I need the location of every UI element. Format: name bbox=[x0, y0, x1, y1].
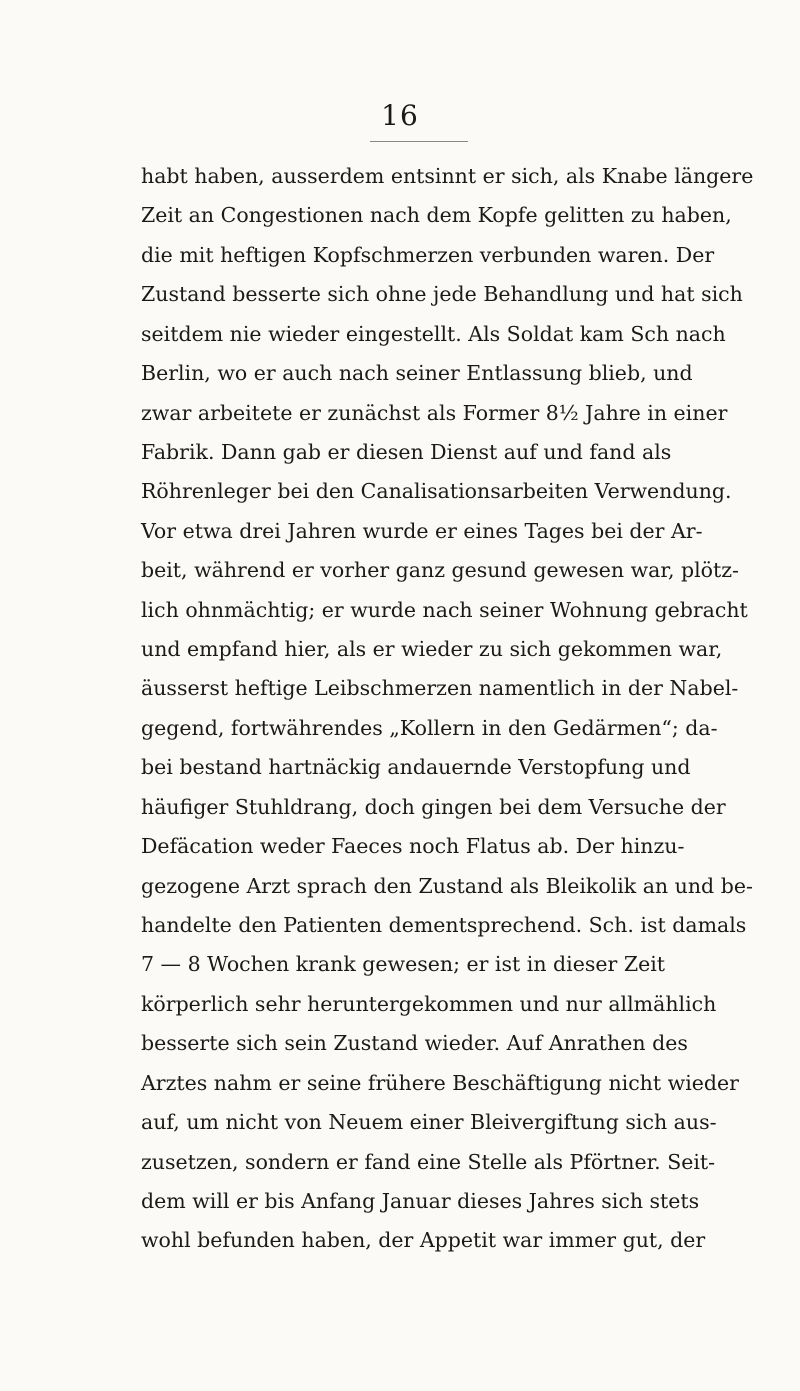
text-line: Zeit an Congestionen nach dem Kopfe gelitten zu haben, bbox=[141, 203, 732, 228]
text-line: bei bestand hartnäckig andauernde Verstopfung und bbox=[141, 755, 691, 780]
page-number: 16 bbox=[381, 99, 419, 132]
text-line: habt haben, ausserdem entsinnt er sich, als Knabe längere bbox=[141, 164, 754, 188]
text-line: zwar arbeitete er zunächst als Former 8½ Jahre in einer bbox=[141, 400, 728, 425]
text-line: handelte den Patienten dementsprechend. Sch. ist damals bbox=[141, 913, 747, 938]
text-line: seitdem nie wieder eingestellt. Als Soldat kam Sch nach bbox=[141, 321, 726, 346]
text-line: Fabrik. Dann gab er diesen Dienst auf und fand als bbox=[141, 439, 672, 464]
text-line: 7 — 8 Wochen krank gewesen; er ist in dieser Zeit bbox=[141, 952, 665, 977]
text-line: Vor etwa drei Jahren wurde er eines Tages bei der Ar- bbox=[141, 518, 703, 543]
text-line: äusserst heftige Leibschmerzen namentlich in der Nabel- bbox=[141, 676, 739, 701]
text-line: und empfand hier, als er wieder zu sich gekommen war, bbox=[141, 637, 723, 662]
text-line: Arztes nahm er seine frühere Beschäftigung nicht wieder bbox=[141, 1070, 739, 1095]
text-line: Berlin, wo er auch nach seiner Entlassung blieb, und bbox=[141, 361, 693, 386]
text-line: gegend, fortwährendes „Kollern in den Gedärmen“; da- bbox=[141, 715, 718, 740]
text-line: körperlich sehr heruntergekommen und nur allmählich bbox=[141, 991, 717, 1016]
body-text bbox=[141, 157, 754, 1261]
text-line: dem will er bis Anfang Januar dieses Jahres sich stets bbox=[141, 1188, 700, 1213]
text-line: zusetzen, sondern er fand eine Stelle als Pförtner. Seit- bbox=[141, 1149, 716, 1174]
text-line: wohl befunden haben, der Appetit war immer gut, der bbox=[141, 1228, 706, 1253]
text-line: die mit heftigen Kopfschmerzen verbunden waren. Der bbox=[141, 242, 715, 267]
text-line: gezogene Arzt sprach den Zustand als Bleikolik an und be- bbox=[141, 873, 753, 898]
text-line: häufiger Stuhldrang, doch gingen bei dem Versuche der bbox=[141, 794, 726, 819]
text-line: auf, um nicht von Neuem einer Bleivergiftung sich aus- bbox=[141, 1110, 717, 1135]
text-line: beit, während er vorher ganz gesund gewesen war, plötz- bbox=[141, 558, 739, 583]
text-line: Zustand besserte sich ohne jede Behandlung und hat sich bbox=[141, 282, 743, 307]
header-rule bbox=[370, 141, 468, 142]
text-line: Defäcation weder Faeces noch Flatus ab. Der hinzu- bbox=[141, 834, 685, 859]
text-line: besserte sich sein Zustand wieder. Auf Anrathen des bbox=[141, 1031, 688, 1056]
text-line: Röhrenleger bei den Canalisationsarbeiten Verwendung. bbox=[141, 479, 732, 504]
text-line: lich ohnmächtig; er wurde nach seiner Wohnung gebracht bbox=[141, 597, 748, 622]
